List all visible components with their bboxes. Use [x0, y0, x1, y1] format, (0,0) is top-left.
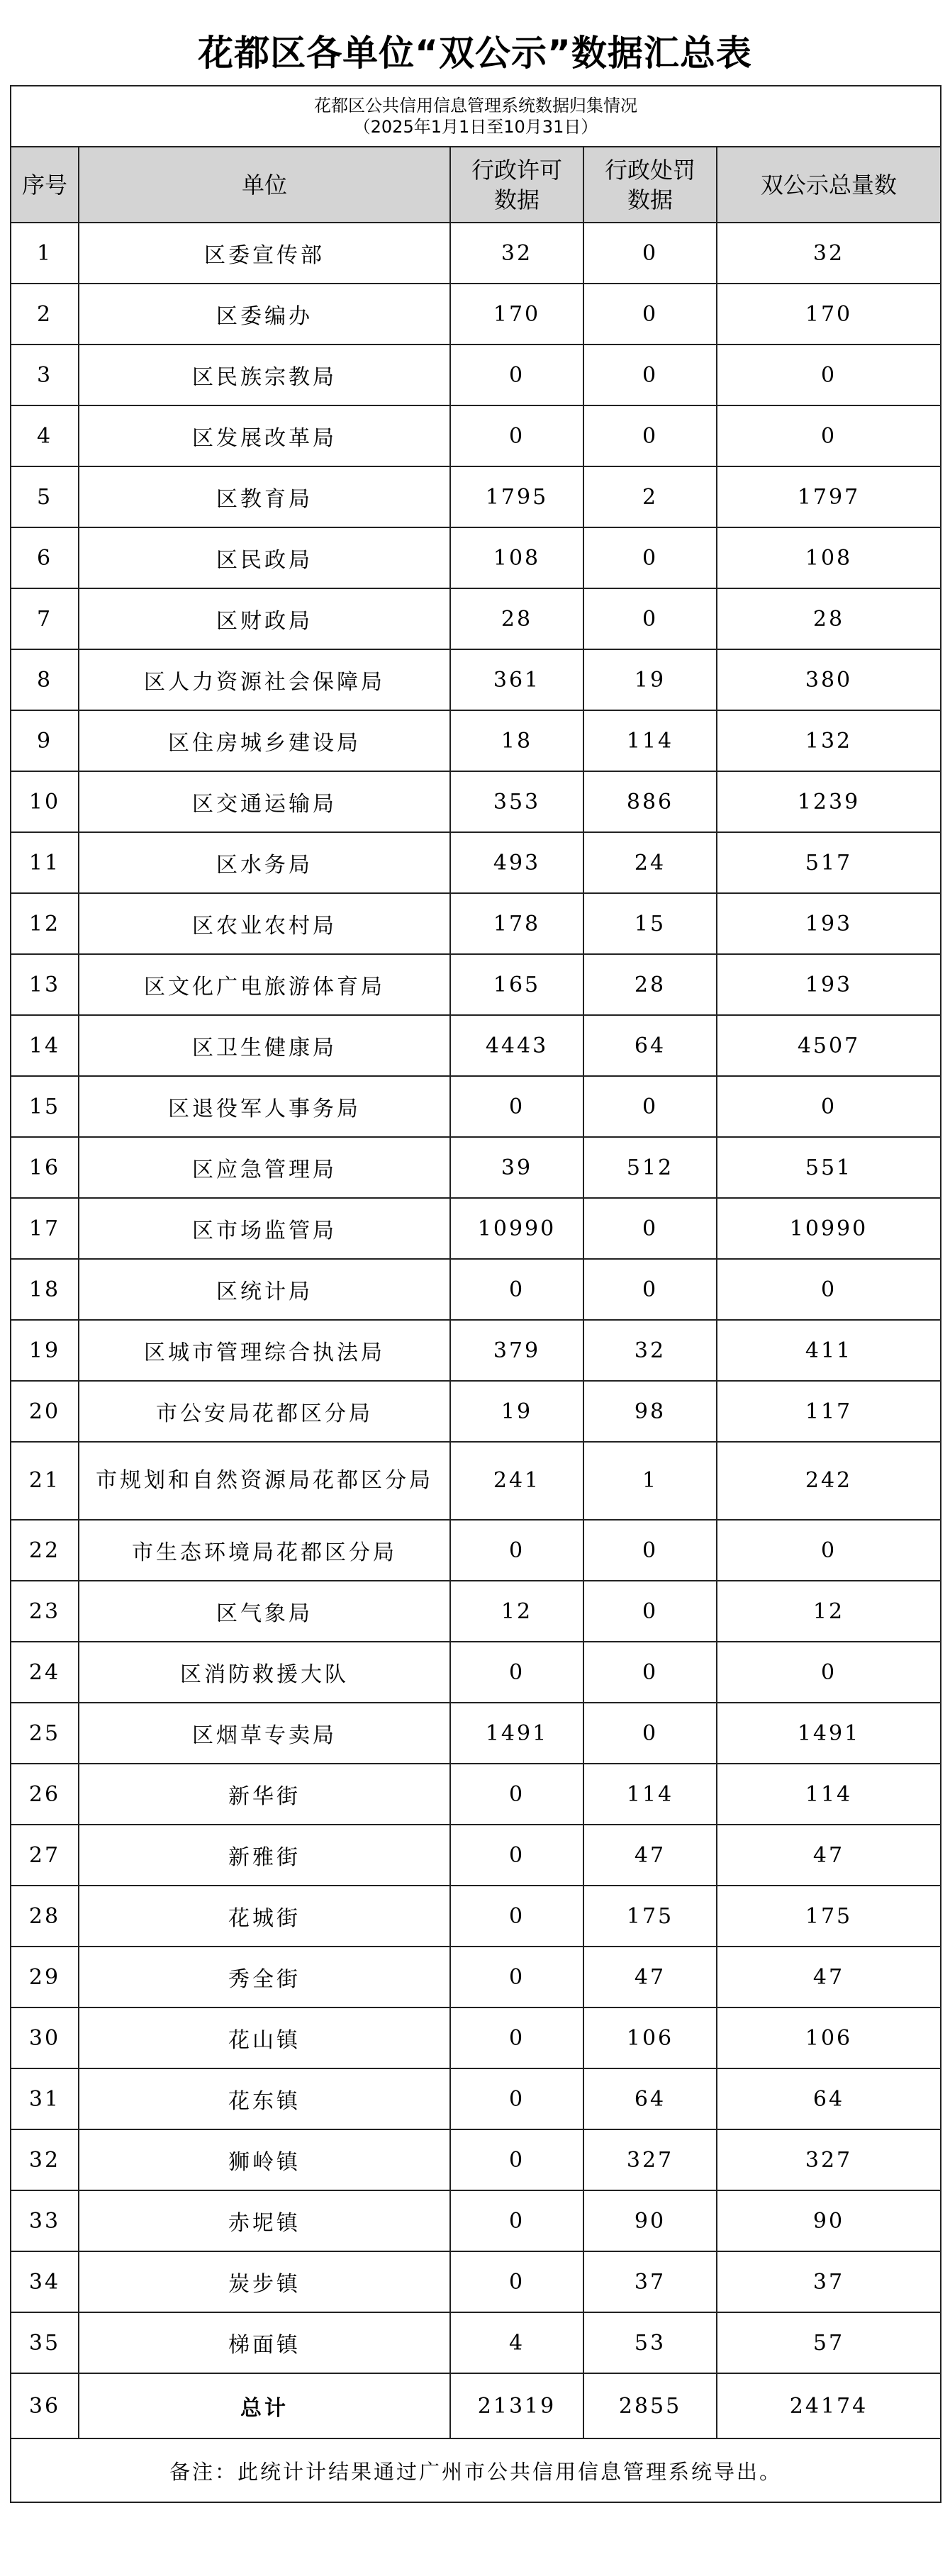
cell-index: 29: [11, 1947, 79, 2007]
cell-total: 517: [717, 832, 941, 893]
cell-index: 23: [11, 1581, 79, 1642]
table-row: [11, 1825, 941, 1886]
cell-unit: 梯面镇: [79, 2312, 450, 2373]
table-row: [11, 710, 941, 771]
cell-penalty: 0: [583, 405, 717, 466]
cell-index: 36: [11, 2373, 79, 2438]
cell-penalty: 0: [583, 1076, 717, 1137]
cell-penalty: 28: [583, 954, 717, 1015]
table-row: [11, 649, 941, 710]
cell-license: 493: [450, 832, 583, 893]
cell-total: 32: [717, 223, 941, 284]
cell-unit: 区人力资源社会保障局: [79, 649, 450, 710]
cell-unit: 新雅街: [79, 1825, 450, 1886]
cell-index: 4: [11, 405, 79, 466]
cell-unit: 花山镇: [79, 2007, 450, 2068]
page-title: 花都区各单位“双公示”数据汇总表: [198, 33, 752, 74]
cell-license: 170: [450, 284, 583, 345]
cell-total: 117: [717, 1381, 941, 1442]
cell-index: 24: [11, 1642, 79, 1703]
cell-license: 0: [450, 1764, 583, 1825]
table-row: [11, 893, 941, 954]
cell-index: 14: [11, 1015, 79, 1076]
cell-license: 21319: [450, 2373, 583, 2438]
cell-license: 4: [450, 2312, 583, 2373]
cell-license: 1491: [450, 1703, 583, 1764]
cell-license: 39: [450, 1137, 583, 1198]
cell-total: 0: [717, 345, 941, 405]
table-row: [11, 2312, 941, 2373]
cell-unit: 区消防救援大队: [79, 1642, 450, 1703]
cell-license: 0: [450, 1825, 583, 1886]
cell-license: 1795: [450, 466, 583, 527]
cell-total: 4507: [717, 1015, 941, 1076]
cell-license: 19: [450, 1381, 583, 1442]
cell-total: 90: [717, 2190, 941, 2251]
cell-license: 0: [450, 1947, 583, 2007]
table-row: [11, 2190, 941, 2251]
cell-total: 327: [717, 2129, 941, 2190]
cell-unit: 狮岭镇: [79, 2129, 450, 2190]
cell-total: 132: [717, 710, 941, 771]
cell-index: 16: [11, 1137, 79, 1198]
table-row: [11, 1259, 941, 1320]
cell-total: 0: [717, 1642, 941, 1703]
cell-unit: 区城市管理综合执法局: [79, 1320, 450, 1381]
cell-unit: 市公安局花都区分局: [79, 1381, 450, 1442]
cell-index: 15: [11, 1076, 79, 1137]
cell-total: 0: [717, 405, 941, 466]
cell-index: 5: [11, 466, 79, 527]
cell-total: 106: [717, 2007, 941, 2068]
cell-unit: 区市场监管局: [79, 1198, 450, 1259]
cell-license: 108: [450, 527, 583, 588]
cell-index: 18: [11, 1259, 79, 1320]
table-row: [11, 223, 941, 284]
cell-penalty: 0: [583, 345, 717, 405]
header-index: 序号: [11, 147, 79, 223]
cell-index: 2: [11, 284, 79, 345]
cell-penalty: 0: [583, 1520, 717, 1581]
cell-penalty: 24: [583, 832, 717, 893]
cell-total: 380: [717, 649, 941, 710]
cell-index: 26: [11, 1764, 79, 1825]
cell-license: 0: [450, 1259, 583, 1320]
cell-total: 411: [717, 1320, 941, 1381]
cell-penalty: 106: [583, 2007, 717, 2068]
cell-penalty: 114: [583, 710, 717, 771]
cell-unit: 新华街: [79, 1764, 450, 1825]
cell-license: 0: [450, 1886, 583, 1947]
cell-license: 32: [450, 223, 583, 284]
subtitle-line1: 花都区公共信用信息管理系统数据归集情况: [314, 96, 637, 116]
total-row: [11, 2373, 941, 2438]
cell-penalty: 0: [583, 1581, 717, 1642]
cell-penalty: 175: [583, 1886, 717, 1947]
table-row: [11, 2068, 941, 2129]
cell-license: 0: [450, 2129, 583, 2190]
cell-unit: 区水务局: [79, 832, 450, 893]
cell-license: 28: [450, 588, 583, 649]
cell-penalty: 90: [583, 2190, 717, 2251]
cell-unit: 区气象局: [79, 1581, 450, 1642]
cell-unit: 区委宣传部: [79, 223, 450, 284]
cell-total: 37: [717, 2251, 941, 2312]
table-row: [11, 1198, 941, 1259]
cell-license: 241: [450, 1442, 583, 1520]
table-row: [11, 1642, 941, 1703]
cell-license: 353: [450, 771, 583, 832]
cell-total: 47: [717, 1825, 941, 1886]
cell-license: 165: [450, 954, 583, 1015]
cell-index: 30: [11, 2007, 79, 2068]
cell-total: 28: [717, 588, 941, 649]
cell-index: 10: [11, 771, 79, 832]
cell-unit: 区统计局: [79, 1259, 450, 1320]
header-penalty: 行政处罚数据: [583, 147, 717, 223]
table-row: [11, 345, 941, 405]
column-header-row: [11, 147, 941, 223]
cell-total: 1491: [717, 1703, 941, 1764]
cell-unit: 市生态环境局花都区分局: [79, 1520, 450, 1581]
cell-total: 551: [717, 1137, 941, 1198]
cell-index: 32: [11, 2129, 79, 2190]
cell-total: 1797: [717, 466, 941, 527]
cell-index: 21: [11, 1442, 79, 1520]
cell-index: 11: [11, 832, 79, 893]
cell-penalty: 98: [583, 1381, 717, 1442]
table-row: [11, 405, 941, 466]
cell-penalty: 0: [583, 284, 717, 345]
cell-penalty: 0: [583, 527, 717, 588]
cell-total: 10990: [717, 1198, 941, 1259]
cell-unit: 炭步镇: [79, 2251, 450, 2312]
cell-license: 0: [450, 345, 583, 405]
cell-index: 19: [11, 1320, 79, 1381]
cell-license: 0: [450, 1076, 583, 1137]
cell-total: 0: [717, 1520, 941, 1581]
cell-unit: 区民族宗教局: [79, 345, 450, 405]
table-row: [11, 1381, 941, 1442]
cell-index: 20: [11, 1381, 79, 1442]
cell-total: 242: [717, 1442, 941, 1520]
cell-unit: 区文化广电旅游体育局: [79, 954, 450, 1015]
table-row: [11, 954, 941, 1015]
cell-license: 178: [450, 893, 583, 954]
table-row: [11, 1137, 941, 1198]
cell-index: 17: [11, 1198, 79, 1259]
cell-total: 170: [717, 284, 941, 345]
cell-unit: 区发展改革局: [79, 405, 450, 466]
cell-license: 0: [450, 2007, 583, 2068]
cell-penalty: 64: [583, 2068, 717, 2129]
cell-total: 193: [717, 893, 941, 954]
cell-penalty: 0: [583, 1198, 717, 1259]
cell-penalty: 0: [583, 1259, 717, 1320]
cell-total: 108: [717, 527, 941, 588]
cell-penalty: 0: [583, 588, 717, 649]
table-row: [11, 1581, 941, 1642]
cell-penalty: 327: [583, 2129, 717, 2190]
table-row: [11, 1442, 941, 1520]
subtitle-line2: （2025年1月1日至10月31日）: [353, 117, 598, 137]
table-row: [11, 1076, 941, 1137]
cell-index: 9: [11, 710, 79, 771]
document: [10, 0, 940, 2503]
cell-total: 114: [717, 1764, 941, 1825]
cell-penalty: 886: [583, 771, 717, 832]
cell-license: 0: [450, 1520, 583, 1581]
cell-unit: 区农业农村局: [79, 893, 450, 954]
cell-total: 175: [717, 1886, 941, 1947]
cell-unit: 区应急管理局: [79, 1137, 450, 1198]
cell-license: 0: [450, 1642, 583, 1703]
table-row: [11, 1520, 941, 1581]
cell-license: 379: [450, 1320, 583, 1381]
cell-penalty: 19: [583, 649, 717, 710]
cell-license: 0: [450, 2251, 583, 2312]
cell-license: 0: [450, 2190, 583, 2251]
table-row: [11, 2129, 941, 2190]
cell-total: 57: [717, 2312, 941, 2373]
table-row: [11, 771, 941, 832]
cell-total: 64: [717, 2068, 941, 2129]
table-row: [11, 1947, 941, 2007]
cell-total: 1239: [717, 771, 941, 832]
cell-penalty: 114: [583, 1764, 717, 1825]
cell-unit: 区委编办: [79, 284, 450, 345]
table-row: [11, 1886, 941, 1947]
header-total: 双公示总量数: [717, 147, 941, 223]
cell-license: 361: [450, 649, 583, 710]
cell-penalty: 32: [583, 1320, 717, 1381]
cell-total: 12: [717, 1581, 941, 1642]
cell-total: 24174: [717, 2373, 941, 2438]
cell-unit: 区民政局: [79, 527, 450, 588]
table-row: [11, 832, 941, 893]
cell-index: 25: [11, 1703, 79, 1764]
table-row: [11, 1015, 941, 1076]
cell-index: 13: [11, 954, 79, 1015]
cell-unit: 市规划和自然资源局花都区分局: [79, 1442, 450, 1520]
cell-unit: 区烟草专卖局: [79, 1703, 450, 1764]
cell-penalty: 15: [583, 893, 717, 954]
cell-index: 31: [11, 2068, 79, 2129]
table-row: [11, 1764, 941, 1825]
cell-unit: 区住房城乡建设局: [79, 710, 450, 771]
cell-penalty: 0: [583, 1703, 717, 1764]
cell-index: 33: [11, 2190, 79, 2251]
table-row: [11, 2007, 941, 2068]
cell-penalty: 47: [583, 1825, 717, 1886]
cell-penalty: 2: [583, 466, 717, 527]
summary-table: [10, 85, 941, 2503]
cell-unit: 区交通运输局: [79, 771, 450, 832]
cell-index: 22: [11, 1520, 79, 1581]
cell-index: 28: [11, 1886, 79, 1947]
cell-penalty: 2855: [583, 2373, 717, 2438]
cell-penalty: 0: [583, 1642, 717, 1703]
cell-index: 3: [11, 345, 79, 405]
footnote: 备注：此统计计结果通过广州市公共信用信息管理系统导出。: [11, 2438, 941, 2502]
cell-unit: 区退役军人事务局: [79, 1076, 450, 1137]
cell-unit: 区卫生健康局: [79, 1015, 450, 1076]
cell-unit: 花东镇: [79, 2068, 450, 2129]
cell-unit: 秀全街: [79, 1947, 450, 2007]
cell-total: 193: [717, 954, 941, 1015]
cell-unit: 总计: [79, 2373, 450, 2438]
cell-unit: 赤坭镇: [79, 2190, 450, 2251]
note-row: [11, 2438, 941, 2502]
cell-penalty: 53: [583, 2312, 717, 2373]
cell-penalty: 64: [583, 1015, 717, 1076]
cell-license: 18: [450, 710, 583, 771]
cell-index: 8: [11, 649, 79, 710]
header-license: 行政许可数据: [450, 147, 583, 223]
cell-license: 0: [450, 405, 583, 466]
cell-penalty: 1: [583, 1442, 717, 1520]
cell-total: 0: [717, 1076, 941, 1137]
cell-total: 47: [717, 1947, 941, 2007]
cell-index: 27: [11, 1825, 79, 1886]
table-row: [11, 2251, 941, 2312]
cell-penalty: 512: [583, 1137, 717, 1198]
header-unit: 单位: [79, 147, 450, 223]
cell-index: 7: [11, 588, 79, 649]
table-row: [11, 284, 941, 345]
table-subheading: [11, 86, 941, 147]
table-row: [11, 466, 941, 527]
table-row: [11, 1320, 941, 1381]
cell-penalty: 47: [583, 1947, 717, 2007]
table-row: [11, 588, 941, 649]
cell-license: 0: [450, 2068, 583, 2129]
cell-license: 4443: [450, 1015, 583, 1076]
table-row: [11, 527, 941, 588]
cell-unit: 区教育局: [79, 466, 450, 527]
cell-index: 6: [11, 527, 79, 588]
cell-penalty: 0: [583, 223, 717, 284]
cell-index: 35: [11, 2312, 79, 2373]
cell-penalty: 37: [583, 2251, 717, 2312]
cell-index: 1: [11, 223, 79, 284]
cell-index: 12: [11, 893, 79, 954]
cell-unit: 花城街: [79, 1886, 450, 1947]
cell-license: 12: [450, 1581, 583, 1642]
cell-index: 34: [11, 2251, 79, 2312]
cell-license: 10990: [450, 1198, 583, 1259]
cell-total: 0: [717, 1259, 941, 1320]
table-row: [11, 1703, 941, 1764]
cell-unit: 区财政局: [79, 588, 450, 649]
